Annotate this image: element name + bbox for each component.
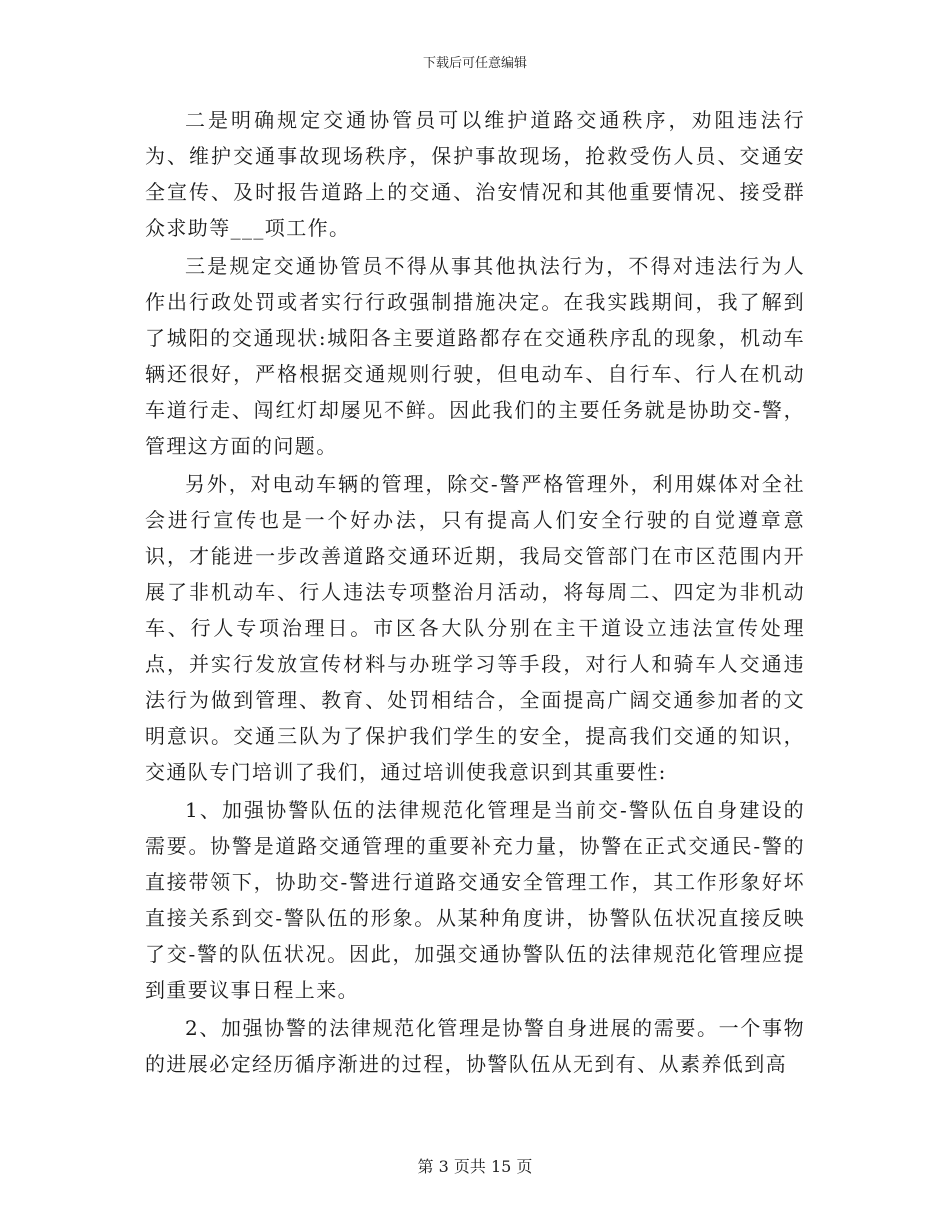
paragraph: 2、加强协警的法律规范化管理是协警自身进展的需要。一个事物的进展必定经历循序渐进的过程，协警队伍从无到有、从素养低到高 [145,1016,805,1076]
page-header: 下载后可任意编辑 [422,56,527,71]
paragraph: 二是明确规定交通协管员可以维护道路交通秩序，劝阻违法行为、维护交通事故现场秩序，保护事故现场，抢救受伤人员、交通安全宣传、及时报告道路上的交通、治安情况和其他重要情况、接受群众求助等___项工作。 [145,108,805,240]
page-number-footer: 第 3 页共 15 页 [417,1157,533,1176]
document-body [145,102,805,1082]
paragraph: 1、加强协警队伍的法律规范化管理是当前交-警队伍自身建设的需要。协警是道路交通管理的重要补充力量，协警在正式交通民-警的直接带领下，协助交-警进行道路交通安全管理工作，其工作形象好坏直接关系到交-警队伍的形象。从某种角度讲，协警队伍状况直接反映了交-警的队伍状况。因此，加强交通协警队伍的法律规范化管理应提到重要议事日程上来。 [145,798,805,1002]
paragraph: 三是规定交通协管员不得从事其他执法行为，不得对违法行为人作出行政处罚或者实行行政强制措施决定。在我实践期间，我了解到了城阳的交通现状:城阳各主要道路都存在交通秩序乱的现象，机动车辆还很好，严格根据交通规则行驶，但电动车、自行车、行人在机动车道行走、闯红灯却屡见不鲜。因此我们的主要任务就是协助交-警，管理这方面的问题。 [145,254,805,458]
paragraph: 另外，对电动车辆的管理，除交-警严格管理外，利用媒体对全社会进行宣传也是一个好办法，只有提高人们安全行驶的自觉遵章意识，才能进一步改善道路交通环近期，我局交管部门在市区范围内开展了非机动车、行人违法专项整治月活动，将每周二、四定为非机动车、行人专项治理日。市区各大队分别在主干道设立违法宣传处理点，并实行发放宣传材料与办班学习等手段，对行人和骑车人交通违法行为做到管理、教育、处罚相结合，全面提高广阔交通参加者的文明意识。交通三队为了保护我们学生的安全，提高我们交通的知识，交通队专门培训了我们，通过培训使我意识到其重要性: [145,472,805,784]
